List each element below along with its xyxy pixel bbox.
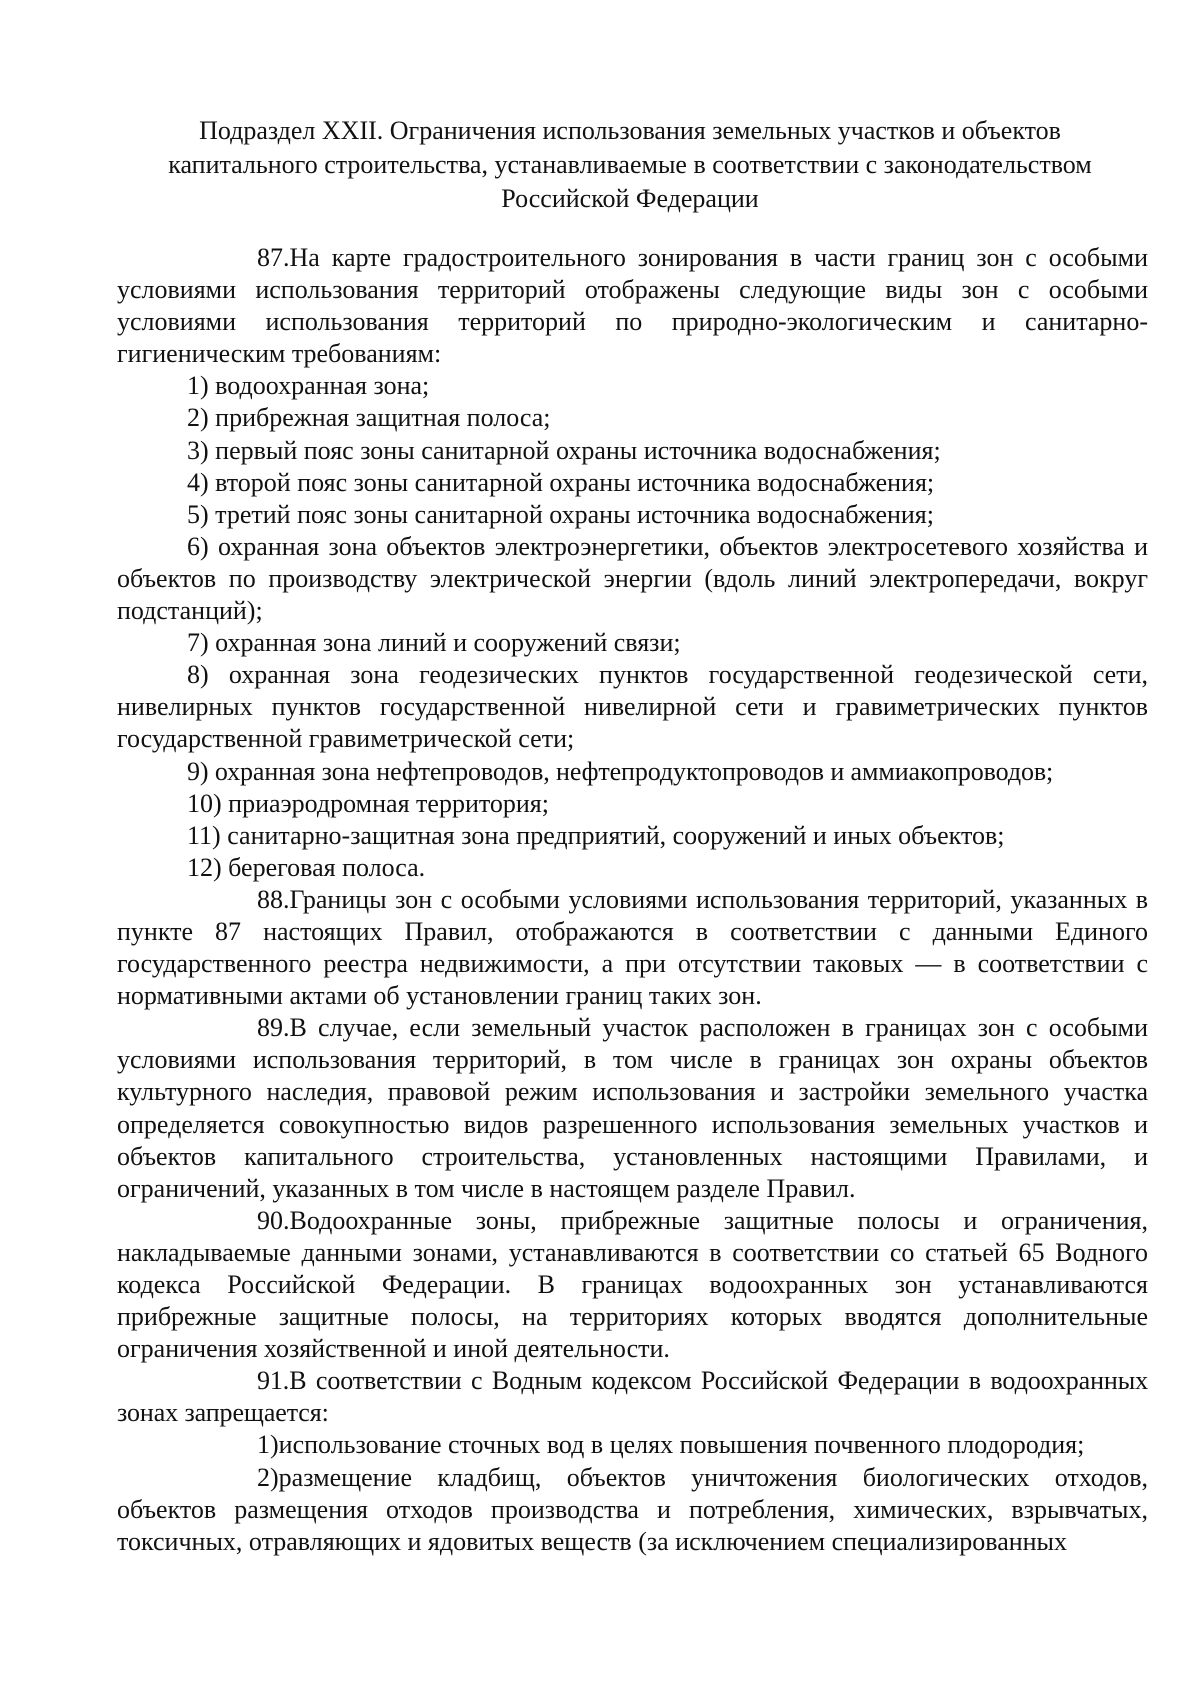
paragraph-91 [117, 1365, 1148, 1429]
item-number: 1) [257, 1430, 279, 1460]
prohibition-item-1 [117, 1429, 1148, 1461]
list-item-10: 10) приаэродромная территория; [187, 788, 549, 818]
paragraph-text: Границы зон с особыми условиями использования территорий, указанных в пункте 87 настоящих Правил, отображаются в соответствии с данными Единого государственного реестра недвижимости, а при отсутствии таковых — в соответствии с нормативными актами об установлении границ таких зон. [117, 884, 1148, 1011]
paragraph-number: 91. [257, 1366, 290, 1396]
paragraph-text: Водоохранные зоны, прибрежные защитные полосы и ограничения, накладываемые данными зонами, устанавливаются в соответствии со статьей 65 Водного кодекса Российской Федерации. В границах водоохранных зон устанавливаются прибрежные защитные полосы, на территориях которых вводятся дополнительные ограничения хозяйственной и иной деятельности. [117, 1205, 1148, 1364]
list-item-11: 11) санитарно-защитная зона предприятий, сооружений и иных объектов; [187, 820, 1005, 850]
document-body [117, 242, 1148, 1558]
paragraph-89 [117, 1012, 1148, 1205]
paragraph-90 [117, 1205, 1148, 1365]
list-item-12: 12) береговая полоса. [187, 852, 426, 882]
list-item-6: 6) охранная зона объектов электроэнергетики, объектов электросетевого хозяйства и объектов по производству электрической энергии (вдоль линий электропередачи, вокруг подстанций); [117, 531, 1148, 626]
list-item-2: 2) прибрежная защитная полоса; [187, 403, 551, 433]
item-number: 2) [257, 1462, 279, 1492]
list-item-3: 3) первый пояс зоны санитарной охраны источника водоснабжения; [187, 435, 941, 465]
paragraph-number: 89. [257, 1013, 290, 1043]
heading-line-3: Российской Федерации [501, 184, 759, 213]
paragraph-text: В случае, если земельный участок расположен в границах зон с особыми условиями использования территорий, в том числе в границах зон охраны объектов культурного наследия, правовой режим использования и застройки земельного участка определяется совокупностью видов разрешенного использования земельных участков и объектов капитального строительства, установленных настоящими Правилами, и ограничений, указанных в том числе в настоящем разделе Правил. [117, 1013, 1148, 1203]
item-text: размещение кладбищ, объектов уничтожения биологических отходов, объектов размещения отходов производства и потребления, химических, взрывчатых, токсичных, отравляющих и ядовитых веществ (за исключением специализированных [117, 1462, 1148, 1556]
paragraph-number: 90. [257, 1205, 290, 1235]
paragraph-88 [117, 884, 1148, 1012]
paragraph-text: На карте градостроительного зонирования в части границ зон с особыми условиями использования территорий отображены следующие виды зон с особыми условиями использования территорий по природно-экологическим и санитарно-гигиеническим требованиям: [117, 243, 1148, 369]
paragraph-number: 87. [257, 243, 290, 272]
heading-line-1: Подраздел XXII. Ограничения использования земельных участков и объектов [199, 116, 1061, 145]
list-item-5: 5) третий пояс зоны санитарной охраны источника водоснабжения; [187, 499, 934, 529]
list-item-4: 4) второй пояс зоны санитарной охраны источника водоснабжения; [187, 467, 935, 497]
paragraph-text: В соответствии с Водным кодексом Российской Федерации в водоохранных зонах запрещается: [117, 1366, 1148, 1428]
list-item-8: 8) охранная зона геодезических пунктов государственной геодезической сети, нивелирных пунктов государственной нивелирной сети и гравиметрических пунктов государственной гравиметрической сети; [117, 660, 1148, 754]
paragraph-number: 88. [257, 884, 290, 914]
heading-line-2: капитального строительства, устанавливаемые в соответствии с законодательством [168, 150, 1092, 179]
list-item-9: 9) охранная зона нефтепроводов, нефтепродуктопроводов и аммиакопроводов; [187, 756, 1054, 786]
paragraph-87 [117, 242, 1148, 370]
item-text: использование сточных вод в целях повышения почвенного плодородия; [278, 1430, 1085, 1460]
list-item-1: 1) водоохранная зона; [187, 371, 430, 401]
prohibition-item-2 [117, 1462, 1148, 1558]
list-item-7: 7) охранная зона линий и сооружений связи; [187, 628, 681, 658]
section-heading [110, 114, 1150, 216]
